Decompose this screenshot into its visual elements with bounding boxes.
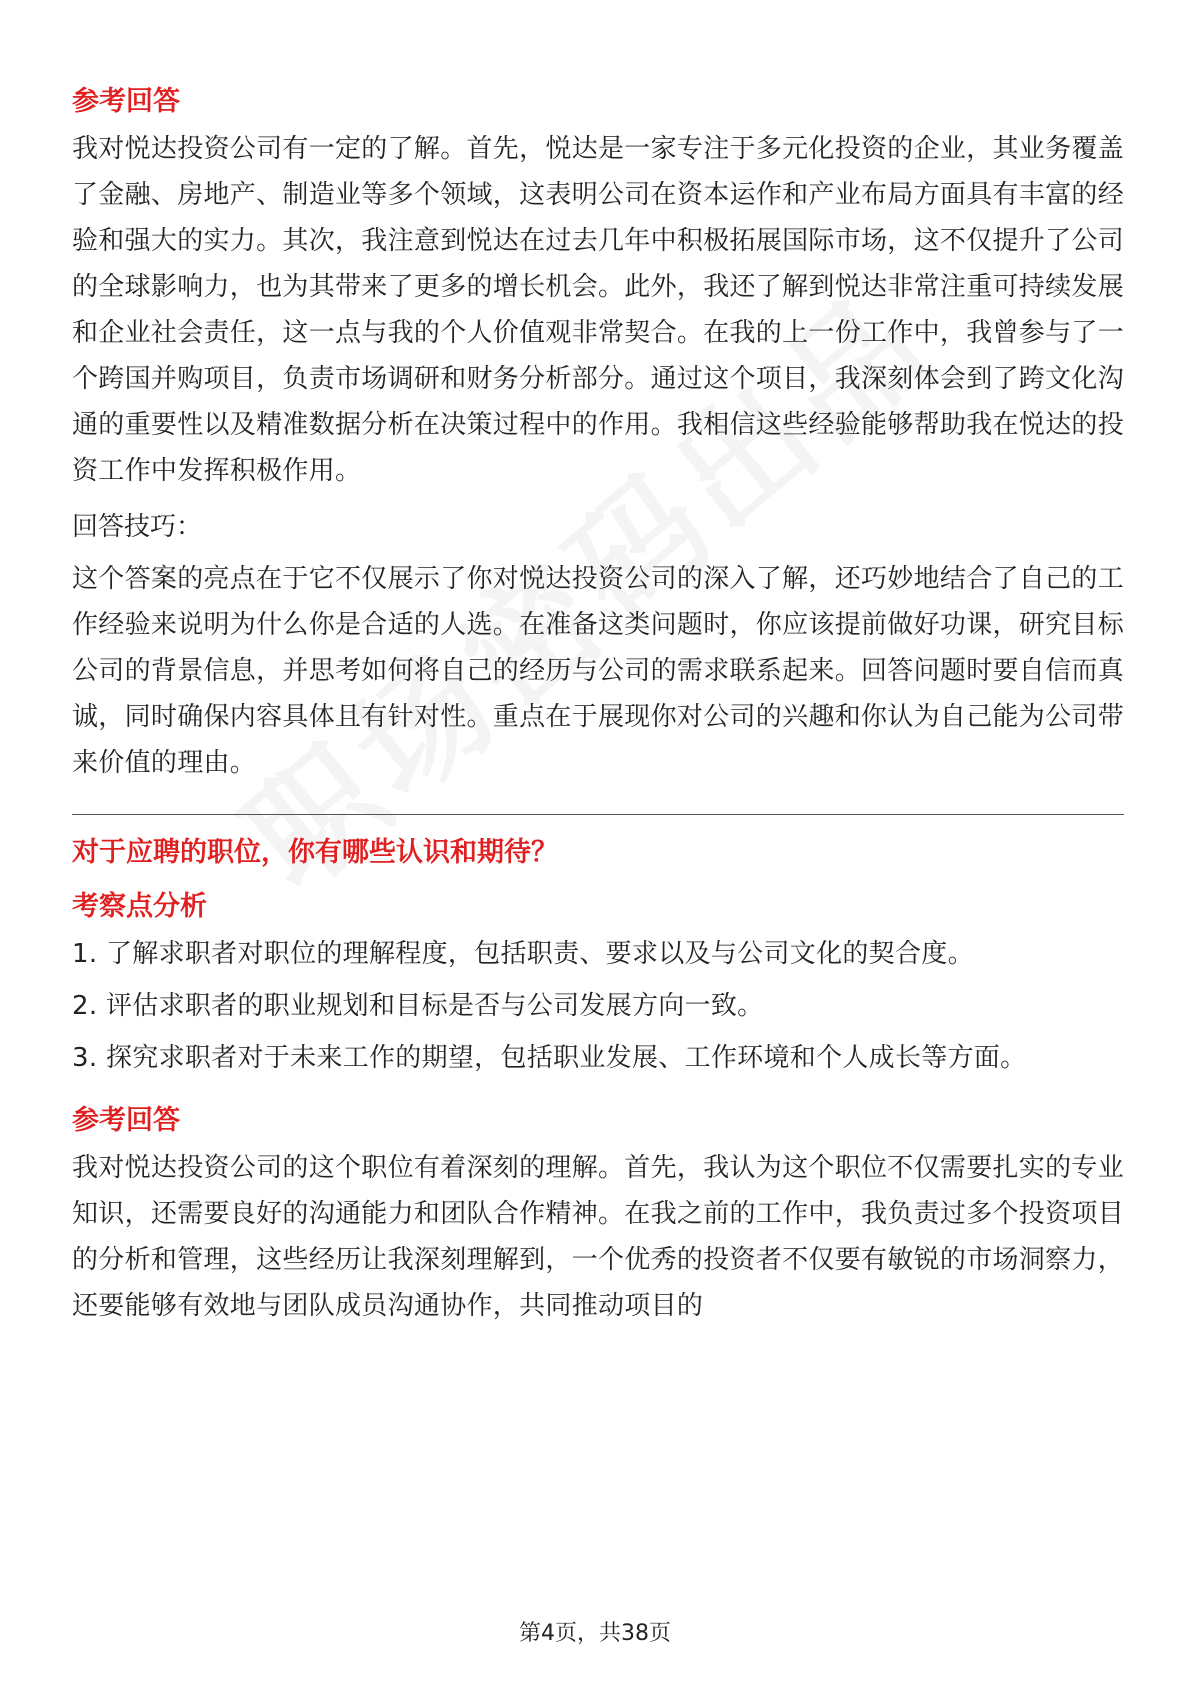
- list-item: 3. 探究求职者对于未来工作的期望，包括职业发展、工作环境和个人成长等方面。: [72, 1043, 1027, 1073]
- reference-answer-text-2: 我对悦达投资公司的这个职位有着深刻的理解。首先，我认为这个职位不仅需要扎实的专业知识，还需要良好的沟通能力和团队合作精神。在我之前的工作中，我负责过多个投资项目的分析和管理，这些经历让我深刻理解到，一个优秀的投资者不仅要有敏锐的市场洞察力，还要能够有效地与团队成员沟通协作，共同推动项目的: [72, 1153, 1125, 1321]
- reference-answer-text: 我对悦达投资公司有一定的了解。首先，悦达是一家专注于多元化投资的企业，其业务覆盖了金融、房地产、制造业等多个领域，这表明公司在资本运作和产业布局方面具有丰富的经验和强大的实力。其次，我注意到悦达在过去几年中积极拓展国际市场，这不仅提升了公司的全球影响力，也为其带来了更多的增长机会。此外，我还了解到悦达非常注重可持续发展和企业社会责任，这一点与我的个人价值观非常契合。在我的上一份工作中，我曾参与了一个跨国并购项目，负责市场调研和财务分析部分。通过这个项目，我深刻体会到了跨文化沟通的重要性以及精准数据分析在决策过程中的作用。我相信这些经验能够帮助我在悦达的投资工作中发挥积极作用。: [72, 134, 1125, 486]
- answer-tips-label: 回答技巧：: [72, 512, 203, 542]
- reference-answer-heading: 参考回答: [72, 86, 180, 117]
- question-title: 对于应聘的职位，你有哪些认识和期待？: [72, 837, 558, 868]
- section-divider: [72, 814, 1124, 815]
- page-content: [72, 78, 1124, 1329]
- list-item: 1. 了解求职者对职位的理解程度，包括职责、要求以及与公司文化的契合度。: [72, 939, 974, 969]
- page-number: 第4页，共38页: [519, 1621, 671, 1646]
- analysis-points-list: [72, 931, 1124, 1081]
- list-item: 2. 评估求职者的职业规划和目标是否与公司发展方向一致。: [72, 991, 764, 1021]
- answer-tips-text: 这个答案的亮点在于它不仅展示了你对悦达投资公司的深入了解，还巧妙地结合了自己的工作经验来说明为什么你是合适的人选。在准备这类问题时，你应该提前做好功课，研究目标公司的背景信息，并思考如何将自己的经历与公司的需求联系起来。回答问题时要自信而真诚，同时确保内容具体且有针对性。重点在于展现你对公司的兴趣和你认为自己能为公司带来价值的理由。: [72, 564, 1125, 778]
- analysis-heading: 考察点分析: [72, 891, 207, 922]
- reference-answer-heading-2: 参考回答: [72, 1105, 180, 1136]
